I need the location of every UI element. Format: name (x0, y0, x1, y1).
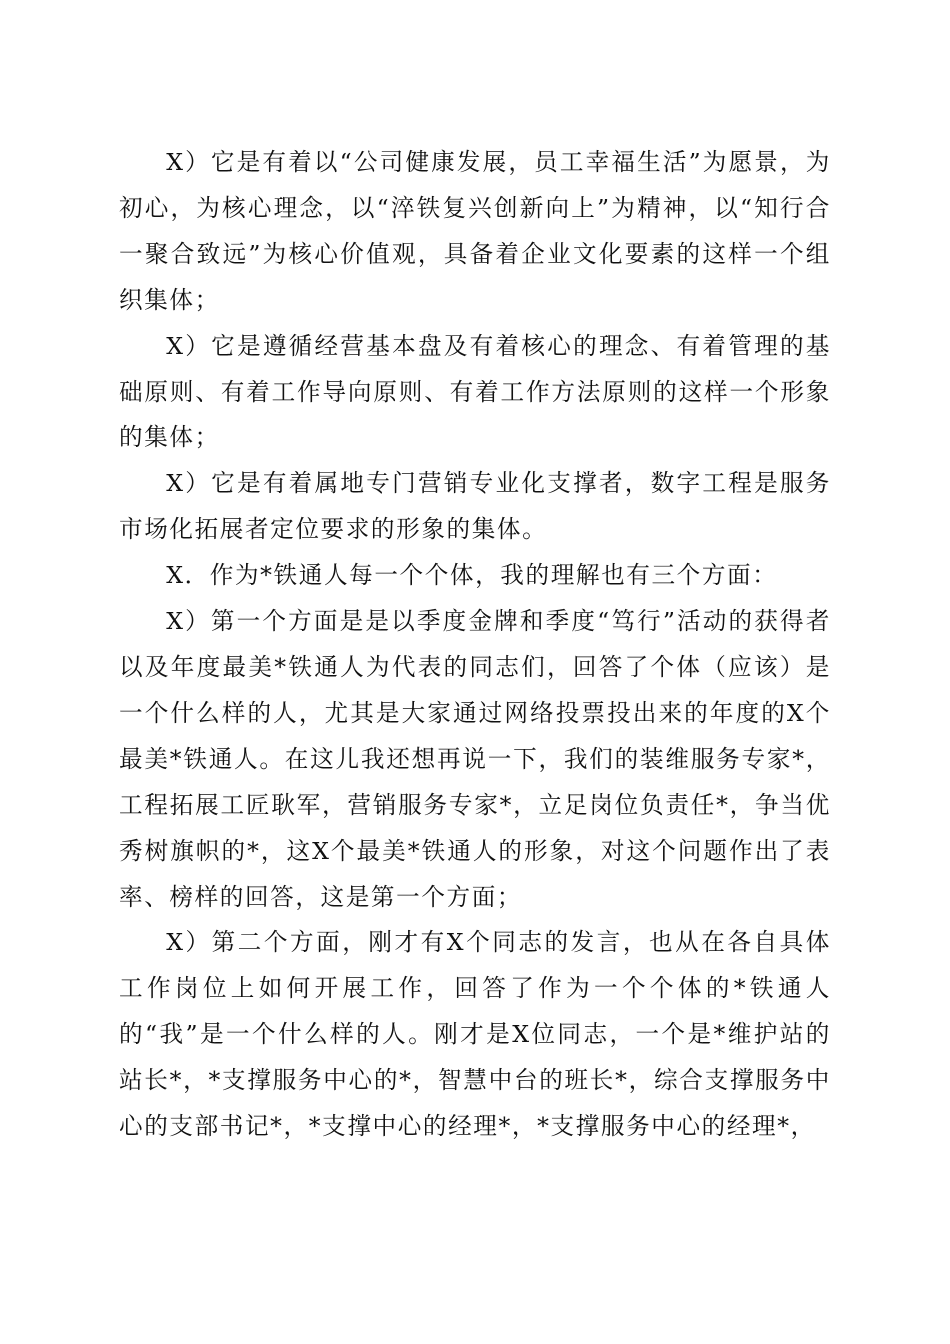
paragraph-3: X）它是有着属地专门营销专业化支撑者，数字工程是服务市场化拓展者定位要求的形象的集体。 (119, 469, 831, 544)
paragraph-4: X．作为*铁通人每一个个体，我的理解也有三个方面： (166, 561, 778, 590)
paragraph-2: X）它是遵循经营基本盘及有着核心的理念、有着管理的基础原则、有着工作导向原则、有着工作方法原则的这样一个形象的集体； (119, 331, 831, 452)
paragraph-6: X）第二个方面，刚才有X个同志的发言，也从在各自具体工作岗位上如何开展工作，回答了作为一个个体的*铁通人的“我”是一个什么样的人。刚才是X位同志，一个是*维护站的站长*，*支撑服务中心的*，智慧中台的班长*，综合支撑服务中心的支部书记*，*支撑中心的经理*，*支撑服务中心的经理*， (119, 928, 831, 1141)
paragraph-1: X）它是有着以“公司健康发展，员工幸福生活”为愿景，为初心，为核心理念，以“淬铁复兴创新向上”为精神，以“知行合一聚合致远”为核心价值观，具备着企业文化要素的这样一个组织集体； (119, 148, 831, 314)
paragraph-5: X）第一个方面是是以季度金牌和季度“笃行”活动的获得者以及年度最美*铁通人为代表的同志们，回答了个体（应该）是一个什么样的人，尤其是大家通过网络投票投出来的年度的X个最美*铁通人。在这儿我还想再说一下，我们的装维服务专家*，工程拓展工匠耿军，营销服务专家*，立足岗位负责任*，争当优秀树旗帜的*，这X个最美*铁通人的形象，对这个问题作出了表率、榜样的回答，这是第一个方面； (119, 607, 831, 911)
document-body (119, 140, 831, 1150)
